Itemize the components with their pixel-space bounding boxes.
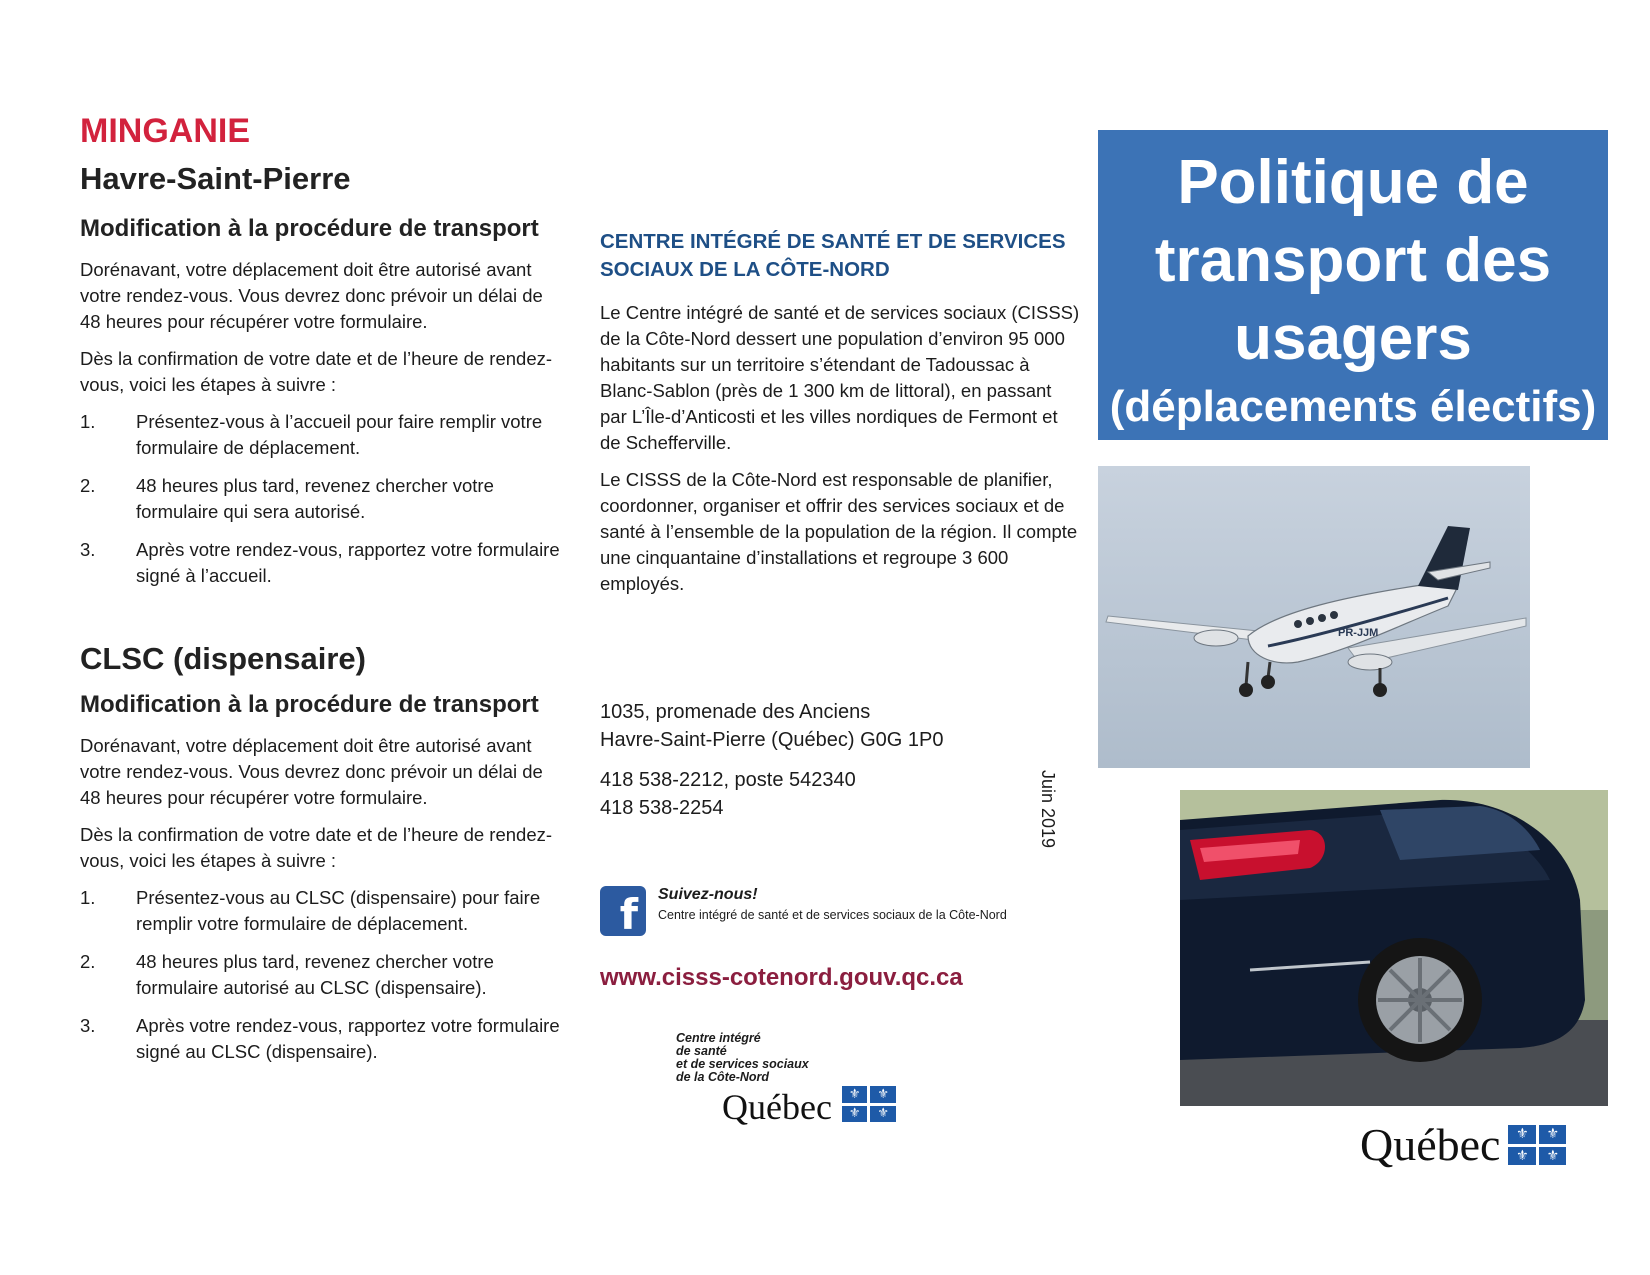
cisss-logo [676, 1032, 936, 1126]
step-number: 3. [80, 539, 96, 560]
logo-line-4: de la Côte-Nord [676, 1070, 770, 1084]
phone-number-2: 418 538-2254 [600, 797, 724, 819]
intro-paragraph-clsc: Dorénavant, votre déplacement doit être autorisé avant votre rendez-vous. Vous devrez donc prévoir un délai de 48 heures pour récupérer votre formulaire. [80, 735, 543, 808]
website-link[interactable]: www.cisss-cotenord.gouv.qc.ca [600, 964, 963, 991]
clsc-title: CLSC (dispensaire) [80, 641, 366, 676]
phone-number-1: 418 538-2212, poste 542340 [600, 769, 856, 791]
address-line-2: Havre-Saint-Pierre (Québec) G0G 1P0 [600, 729, 944, 751]
steps-list [80, 409, 560, 589]
step-number: 1. [80, 411, 96, 432]
list-item [80, 885, 560, 937]
cisss-description: Le Centre intégré de santé et de services sociaux (CISSS) de la Côte-Nord dessert une population d’environ 95 000 habitants sur un territoire s’étendant de Tadoussac à Blanc-Sablon (près de 1 300 km de littoral), en passant par L’Île-d’Anticosti et les villes nordiques de Fermont et de Schefferville. [600, 302, 1080, 453]
left-column [80, 112, 560, 1077]
title-banner [1098, 130, 1608, 440]
step-number: 2. [80, 951, 96, 972]
spacer [600, 936, 1080, 964]
list-item [80, 473, 560, 525]
list-item [80, 1013, 560, 1065]
step-text: Présentez-vous au CLSC (dispensaire) pour faire remplir votre formulaire de déplacement. [136, 887, 541, 934]
logo-line-2: de santé [676, 1044, 727, 1058]
list-item [80, 409, 560, 461]
title-line-2: transport des [1154, 226, 1552, 295]
address-line-1: 1035, promenade des Anciens [600, 701, 871, 723]
steps-intro-paragraph: Dès la confirmation de votre date et de l’heure de rendez-vous, voici les étapes à suivre : [80, 348, 553, 395]
intro-paragraph: Dorénavant, votre déplacement doit être autorisé avant votre rendez-vous. Vous devrez donc prévoir un délai de 48 heures pour récupérer votre formulaire. [80, 259, 543, 332]
step-number: 3. [80, 1015, 96, 1036]
quebec-wordmark-large: Québec [1360, 1119, 1501, 1170]
list-item [80, 949, 560, 1001]
title-line-3: usagers [1234, 304, 1472, 373]
region-title: MINGANIE [80, 112, 250, 150]
spacer [80, 601, 560, 641]
step-text: Après votre rendez-vous, rapportez votre formulaire signé à l’accueil. [136, 539, 560, 586]
step-text: 48 heures plus tard, revenez chercher votre formulaire autorisé au CLSC (dispensaire). [136, 951, 494, 998]
spacer [600, 754, 1080, 766]
procedure-heading-clsc: Modification à la procédure de transport [80, 691, 539, 718]
car-photo [1180, 790, 1608, 1106]
plane-registration: PR-JJM [1338, 627, 1379, 639]
cisss-heading-line-1: CENTRE INTÉGRÉ DE SANTÉ ET DE SERVICES [600, 230, 1066, 253]
step-text: Présentez-vous à l’accueil pour faire remplir votre formulaire de déplacement. [136, 411, 543, 458]
spacer [600, 822, 1080, 886]
facebook-icon[interactable]: f [600, 886, 646, 936]
cisss-responsibility: Le CISSS de la Côte-Nord est responsable de planifier, coordonner, organiser et offrir des services sociaux et de santé à l’ensemble de la population de la région. Il compte une cinquantaine d’installations et regroupe 3 600 employés. [600, 469, 1078, 594]
follow-us-label: Suivez-nous! [658, 886, 758, 903]
quebec-wordmark: Québec [722, 1087, 832, 1127]
logo-line-1: Centre intégré [676, 1031, 761, 1045]
middle-column [600, 228, 1080, 992]
quebec-flag-icon: ⚜ ⚜ ⚜ ⚜ [1508, 1125, 1566, 1165]
logo-line-3: et de services sociaux [676, 1057, 809, 1071]
step-text: 48 heures plus tard, revenez chercher votre formulaire qui sera autorisé. [136, 475, 494, 522]
quebec-flag-icon: ⚜ ⚜ ⚜ ⚜ [842, 1086, 896, 1122]
facebook-follow[interactable] [600, 886, 1080, 936]
facebook-page-name: Centre intégré de santé et de services sociaux de la Côte-Nord [658, 908, 1007, 922]
step-text: Après votre rendez-vous, rapportez votre formulaire signé au CLSC (dispensaire). [136, 1015, 560, 1062]
title-line-1: Politique de [1177, 148, 1529, 217]
steps-list-clsc [80, 885, 560, 1065]
facebook-text [658, 886, 1007, 922]
publication-date: Juin 2019 [1038, 770, 1058, 849]
cisss-heading [600, 228, 1080, 284]
town-title: Havre-Saint-Pierre [80, 161, 351, 196]
quebec-logo [1360, 1120, 1566, 1170]
procedure-heading: Modification à la procédure de transport [80, 215, 539, 242]
spacer [600, 608, 1080, 698]
step-number: 1. [80, 887, 96, 908]
steps-intro-paragraph-clsc: Dès la confirmation de votre date et de l’heure de rendez-vous, voici les étapes à suivre : [80, 824, 553, 871]
list-item [80, 537, 560, 589]
cisss-heading-line-2: SOCIAUX DE LA CÔTE-NORD [600, 258, 890, 281]
title-line-4: (déplacements électifs) [1109, 382, 1597, 431]
step-number: 2. [80, 475, 96, 496]
airplane-photo [1098, 466, 1530, 768]
